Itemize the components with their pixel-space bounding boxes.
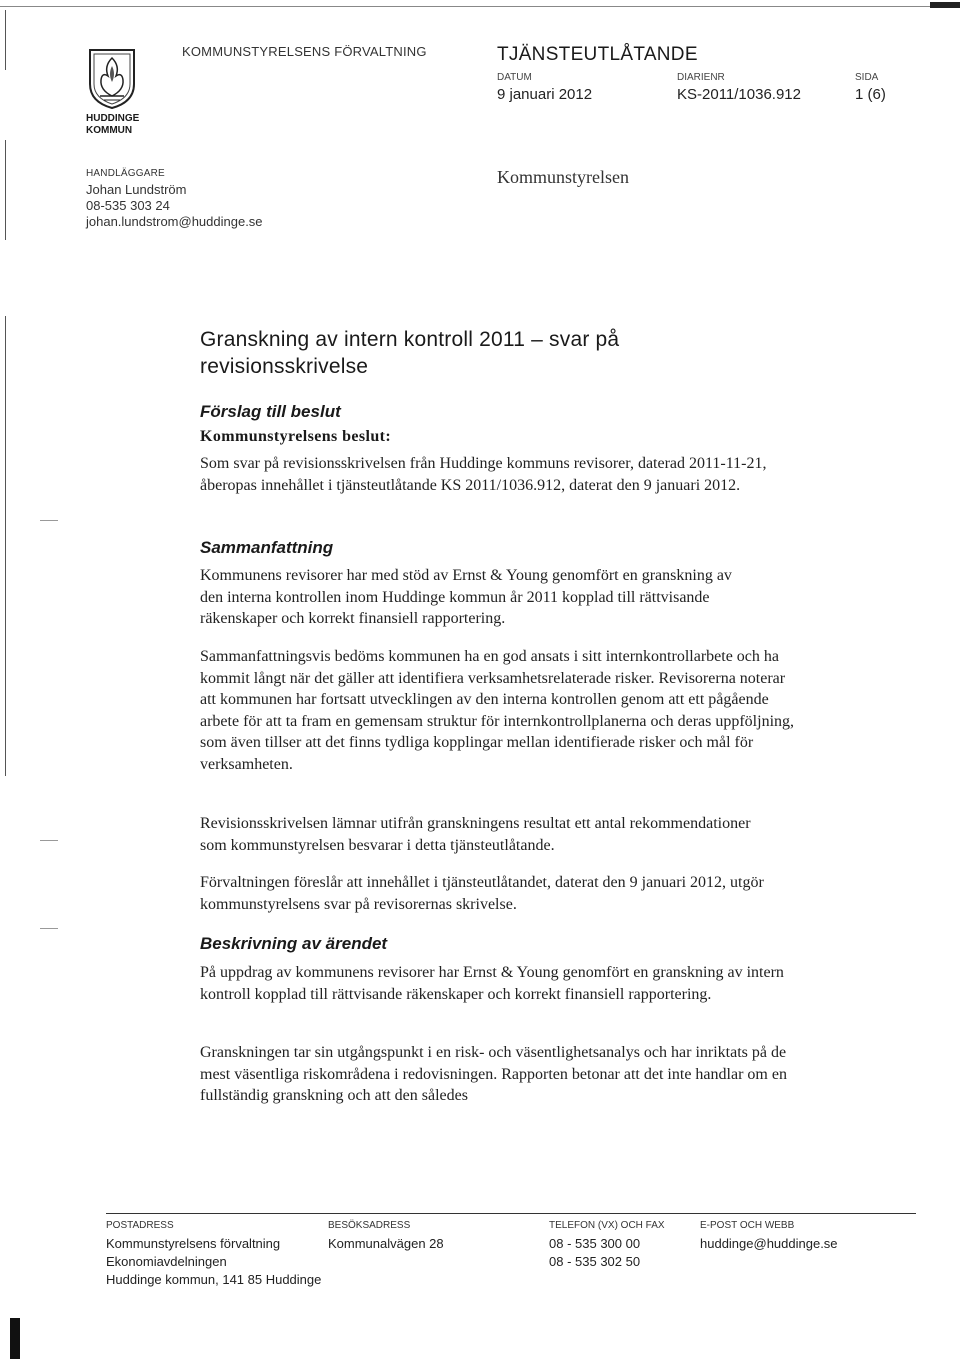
scan-mark (40, 840, 58, 841)
visit-label: BESÖKSADRESS (328, 1220, 411, 1231)
phone-fax: 08 - 535 300 00 08 - 535 302 50 (549, 1236, 641, 1269)
diarie-label: DIARIENR (677, 72, 725, 83)
visit-address: Kommunalvägen 28 (328, 1236, 444, 1251)
summary-paragraph-2: Sammanfattningsvis bedöms kommunen ha en god ansats i sitt internkontrollarbete och ha kommit långt när det gäller att identifiera verksamhetsrelaterade risker. Revisorerna noterar att kommunen har fortsatt utvecklingen av den interna kontrollen genom att ett pågående arbete för att ta fram en gemensam struktur för internkontrollplanerna och deras uppföljning, som även tillser att det finns tydliga kopplingar mellan identifierade risker och mål för verksamheten. (200, 648, 795, 773)
page-value: 1 (6) (855, 86, 886, 103)
org-short-name: HUDDINGE KOMMUN (86, 113, 140, 136)
postal-label: POSTADRESS (106, 1220, 174, 1231)
recipient: Kommunstyrelsen (497, 167, 629, 187)
scan-mark (40, 928, 58, 929)
document-title: Granskning av intern kontroll 2011 – svar på revisionsskrivelse (200, 328, 620, 378)
administration-name: KOMMUNSTYRELSENS FÖRVALTNING (182, 44, 427, 59)
postal-address: Kommunstyrelsens förvaltning Ekonomiavdelningen Huddinge kommun, 141 85 Huddinge (106, 1236, 322, 1287)
summary-paragraph-1: Kommunens revisorer har med stöd av Ernst & Young genomfört en granskning av den interna kontrollen inom Huddinge kommun år 2011 kopplad till rättvisande räkenskaper och korrekt finansiell rapportering. (200, 567, 732, 627)
summary-paragraph-3: Revisionsskrivelsen lämnar utifrån granskningens resultat ett antal rekommendationer som kommunstyrelsen besvarar i detta tjänsteutlåtande. (200, 815, 751, 854)
summary-heading: Sammanfattning (200, 538, 334, 557)
decision-text: Som svar på revisionsskrivelsen från Huddinge kommuns revisorer, daterad 2011-11-21, åberopas innehållet i tjänsteutlåtande KS 2011/1036.912, daterat den 9 januari 2012. (200, 455, 767, 494)
email-label: E-POST OCH WEBB (700, 1220, 795, 1231)
handler-email: johan.lundstrom@huddinge.se (86, 214, 263, 229)
summary-paragraph-4: Förvaltningen föreslår att innehållet i tjänsteutlåtandet, daterat den 9 januari 2012, utgör kommunstyrelsens svar på revisorernas skrivelse. (200, 874, 764, 913)
footer-rule (106, 1213, 916, 1214)
date-label: DATUM (497, 72, 532, 83)
decision-label: Kommunstyrelsens beslut: (200, 428, 392, 445)
document-type: TJÄNSTEUTLÅTANDE (497, 44, 698, 65)
handler-block (86, 166, 263, 230)
handler-name: Johan Lundström (86, 182, 187, 197)
description-paragraph-1: På uppdrag av kommunens revisorer har Ernst & Young genomfört en granskning av intern kontroll kopplad till rättvisande räkenskaper och korrekt finansiell rapportering. (200, 964, 784, 1003)
left-scan-line (5, 10, 6, 70)
top-scan-mark (930, 2, 960, 8)
description-heading: Beskrivning av ärendet (200, 934, 388, 953)
description-paragraph-2: Granskningen tar sin utgångspunkt i en risk- och väsentlighetsanalys och har inriktats på de mest väsentliga riskområdena i redovisningen. Rapporten betonar att det inte handlar om en fullständig granskning och att den således (200, 1044, 787, 1104)
proposal-heading: Förslag till beslut (200, 402, 341, 421)
huddinge-coat-of-arms-icon (86, 46, 138, 110)
scan-edge-bar (10, 1318, 20, 1359)
left-scan-line (5, 140, 6, 240)
phone-label: TELEFON (VX) OCH FAX (549, 1220, 665, 1231)
scan-mark (40, 520, 58, 521)
left-scan-line (5, 316, 6, 776)
date-value: 9 januari 2012 (497, 86, 593, 103)
page-label: SIDA (855, 72, 879, 83)
top-scan-rule (0, 6, 960, 7)
email-web: huddinge@huddinge.se (700, 1236, 838, 1251)
diarie-value: KS-2011/1036.912 (677, 86, 801, 103)
handler-label: HANDLÄGGARE (86, 168, 165, 179)
handler-phone: 08-535 303 24 (86, 198, 170, 213)
